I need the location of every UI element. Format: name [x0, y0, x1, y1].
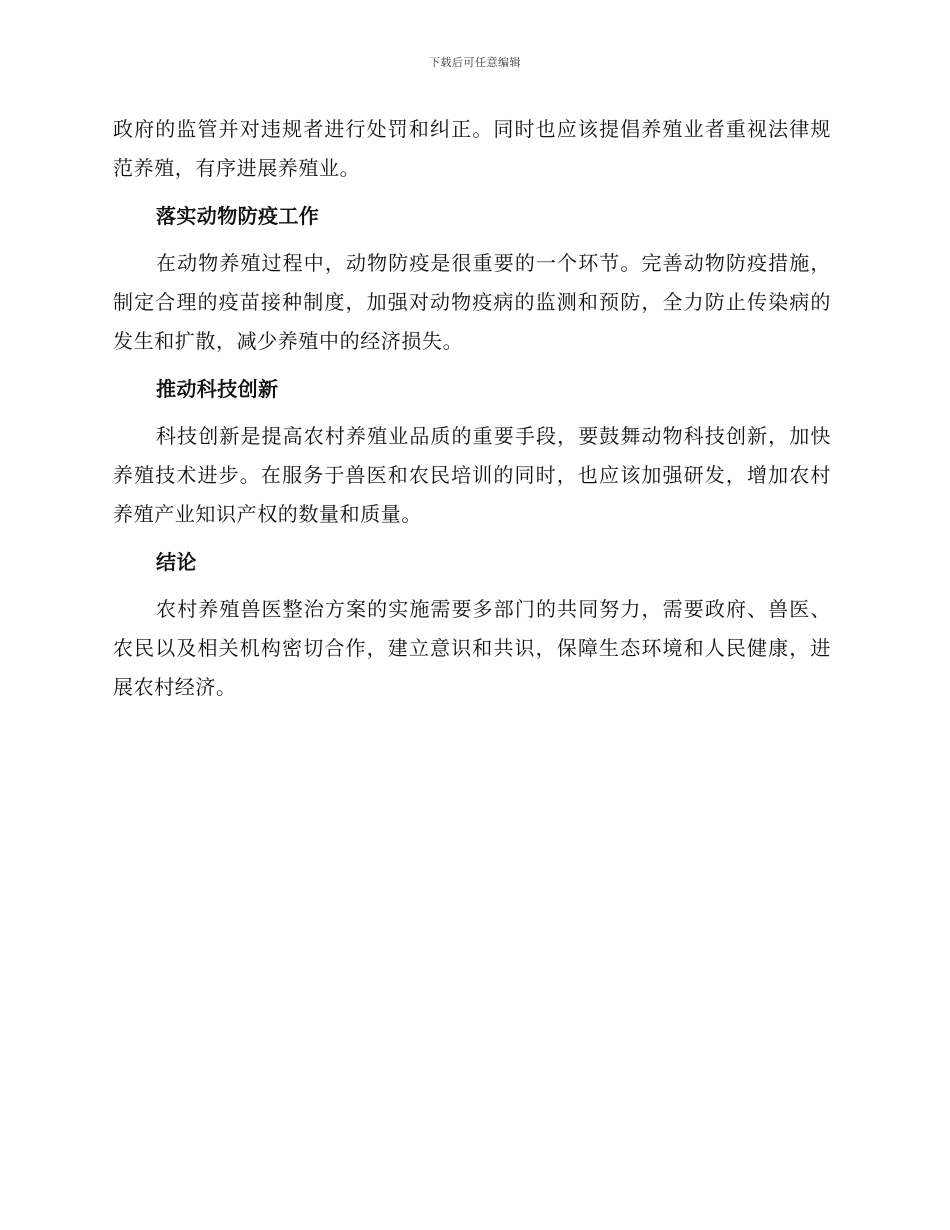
document-body: [113, 110, 831, 719]
intro-paragraph: 政府的监管并对违规者进行处罚和纠正。同时也应该提倡养殖业者重视法律规范养殖，有序进展养殖业。: [113, 117, 831, 180]
section-heading-tech-innovation: 推动科技创新: [156, 377, 279, 401]
section-heading-conclusion: 结论: [156, 550, 197, 574]
header-note: 下载后可任意编辑: [429, 56, 521, 69]
section-body-tech-innovation: 科技创新是提高农村养殖业品质的重要手段，要鼓舞动物科技创新，加快养殖技术进步。在服务于兽医和农民培训的同时，也应该加强研发，增加农村养殖产业知识产权的数量和质量。: [113, 424, 831, 526]
section-body-conclusion: 农村养殖兽医整治方案的实施需要多部门的共同努力，需要政府、兽医、农民以及相关机构密切合作，建立意识和共识，保障生态环境和人民健康，进展农村经济。: [113, 597, 831, 699]
section-body-epidemic-prevention: 在动物养殖过程中，动物防疫是很重要的一个环节。完善动物防疫措施，制定合理的疫苗接种制度，加强对动物疫病的监测和预防，全力防止传染病的发生和扩散，减少养殖中的经济损失。: [113, 251, 831, 353]
section-heading-epidemic-prevention: 落实动物防疫工作: [156, 204, 320, 228]
